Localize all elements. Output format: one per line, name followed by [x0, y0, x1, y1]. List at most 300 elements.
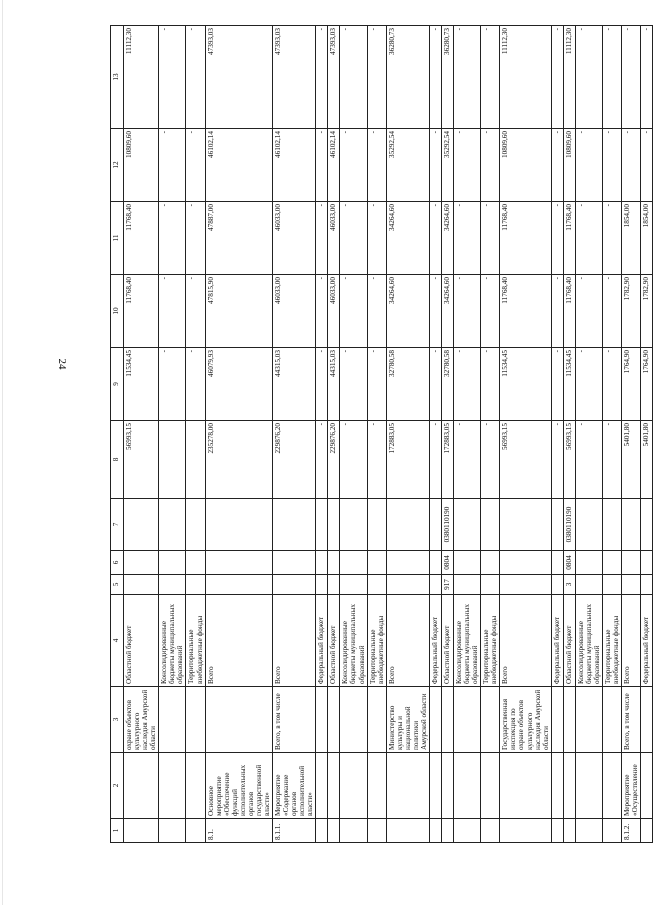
table-cell: - — [454, 275, 481, 348]
table-cell — [563, 687, 575, 753]
table-cell — [430, 551, 442, 575]
table-cell — [641, 819, 653, 843]
table-cell — [551, 753, 563, 819]
table-cell — [186, 551, 205, 575]
table-cell: 34264,60 — [386, 202, 429, 275]
table-cell: 47393,03 — [273, 26, 316, 129]
table-cell: Министерство культуры и национальной политики Амурской области — [386, 687, 429, 753]
table-cell: 47887,00 — [205, 202, 273, 275]
table-cell: - — [430, 348, 442, 421]
table-cell — [454, 499, 481, 551]
table-cell: Всего — [205, 595, 273, 687]
table-cell — [205, 687, 273, 753]
header-cell: 9 — [111, 348, 124, 421]
table-cell: 0380110190 — [442, 499, 454, 551]
table-cell: - — [641, 129, 653, 202]
table-cell: - — [316, 421, 328, 499]
rotated-table-container — [110, 28, 651, 843]
table-cell — [159, 753, 186, 819]
table-cell — [500, 499, 551, 551]
header-cell: 7 — [111, 499, 124, 551]
table-row — [316, 26, 328, 843]
table-cell — [328, 819, 340, 843]
table-row — [186, 26, 205, 843]
table-cell: Территориальные внебюджетные фонды — [367, 595, 386, 687]
table-cell — [481, 753, 500, 819]
table-cell — [328, 551, 340, 575]
table-cell — [622, 551, 641, 575]
table-cell — [551, 575, 563, 595]
table-row — [481, 26, 500, 843]
table-cell: 35292,54 — [442, 129, 454, 202]
table-cell: - — [340, 129, 367, 202]
table-cell — [430, 753, 442, 819]
table-cell: - — [602, 26, 621, 129]
table-row — [551, 26, 563, 843]
table-cell: Всего — [622, 595, 641, 687]
table-cell: - — [641, 26, 653, 129]
table-cell — [500, 551, 551, 575]
table-cell: 47393,03 — [205, 26, 273, 129]
table-cell — [386, 499, 429, 551]
table-cell: 32780,58 — [386, 348, 429, 421]
table-cell — [124, 819, 159, 843]
header-cell: 3 — [111, 687, 124, 753]
table-cell — [159, 421, 186, 499]
table-cell — [316, 687, 328, 753]
table-cell: 46102,14 — [205, 129, 273, 202]
table-cell — [124, 551, 159, 575]
table-cell: - — [340, 348, 367, 421]
table-cell: - — [430, 202, 442, 275]
table-cell: 11112,30 — [563, 26, 575, 129]
table-cell — [575, 687, 602, 753]
table-cell: 235278,00 — [205, 421, 273, 499]
table-cell: - — [430, 26, 442, 129]
table-cell: 10809,60 — [500, 129, 551, 202]
table-cell: - — [367, 421, 386, 499]
table-cell: - — [575, 129, 602, 202]
table-cell — [641, 551, 653, 575]
table-cell: - — [454, 348, 481, 421]
table-cell — [340, 753, 367, 819]
table-cell — [442, 687, 454, 753]
table-cell: - — [551, 421, 563, 499]
table-cell — [575, 753, 602, 819]
table-cell: 1782,90 — [622, 275, 641, 348]
table-cell — [340, 819, 367, 843]
table-cell: 11768,40 — [563, 275, 575, 348]
table-cell — [575, 819, 602, 843]
table-row — [159, 26, 186, 843]
table-cell: Основное мероприятие «Обеспечение функций исполнительных органов государственной власти» — [205, 753, 273, 819]
table-cell: Консолидированные бюджеты муниципальных образований — [454, 595, 481, 687]
header-cell: 8 — [111, 421, 124, 499]
table-cell: - — [159, 26, 186, 129]
table-cell: - — [430, 421, 442, 499]
table-cell — [159, 575, 186, 595]
table-row — [367, 26, 386, 843]
table-cell — [602, 499, 621, 551]
table-cell — [454, 819, 481, 843]
table-cell: Всего — [273, 595, 316, 687]
table-cell: 10809,60 — [563, 129, 575, 202]
table-cell: 11534,45 — [500, 348, 551, 421]
table-cell: - — [551, 348, 563, 421]
table-cell: 46102,14 — [273, 129, 316, 202]
table-cell — [430, 819, 442, 843]
table-cell — [454, 753, 481, 819]
table-cell: 1764,90 — [622, 348, 641, 421]
table-cell: - — [575, 348, 602, 421]
table-cell: Всего, в том числе — [622, 687, 641, 753]
table-cell — [205, 575, 273, 595]
table-cell: - — [159, 202, 186, 275]
table-cell — [386, 551, 429, 575]
table-cell: - — [367, 348, 386, 421]
table-cell — [124, 499, 159, 551]
table-cell: 47393,03 — [328, 26, 340, 129]
table-cell — [454, 687, 481, 753]
table-cell — [442, 819, 454, 843]
table-cell: - — [316, 26, 328, 129]
table-cell — [316, 499, 328, 551]
table-cell — [481, 575, 500, 595]
table-cell — [367, 753, 386, 819]
table-cell: Мероприятие «Содержание органов исполнительной власти» — [273, 753, 316, 819]
table-cell: Территориальные внебюджетные фонды — [481, 595, 500, 687]
table-cell: - — [454, 202, 481, 275]
table-cell: - — [622, 129, 641, 202]
table-row — [622, 26, 641, 843]
table-cell: 8.1.2. — [622, 819, 641, 843]
table-cell — [186, 421, 205, 499]
table-row — [641, 26, 653, 843]
table-cell — [481, 687, 500, 753]
table-cell: - — [575, 275, 602, 348]
table-cell — [442, 753, 454, 819]
table-cell: - — [454, 421, 481, 499]
table-cell: - — [367, 129, 386, 202]
table-row — [500, 26, 551, 843]
table-cell: 11768,40 — [124, 202, 159, 275]
table-row — [442, 26, 454, 843]
table-row — [340, 26, 367, 843]
table-cell — [316, 753, 328, 819]
table-cell: Государственная инспекция по охране объектов культурного наследия Амурской области — [500, 687, 551, 753]
table-cell — [186, 499, 205, 551]
table-cell: - — [430, 275, 442, 348]
table-cell: - — [186, 348, 205, 421]
table-cell: 32780,58 — [442, 348, 454, 421]
table-cell: - — [551, 129, 563, 202]
table-cell: - — [551, 202, 563, 275]
table-cell — [386, 753, 429, 819]
table-cell: Областной бюджет — [442, 595, 454, 687]
table-cell: - — [575, 202, 602, 275]
table-cell: - — [316, 202, 328, 275]
table-cell — [430, 499, 442, 551]
header-cell: 2 — [111, 753, 124, 819]
header-row — [111, 26, 124, 843]
table-cell — [316, 575, 328, 595]
table-cell — [602, 575, 621, 595]
table-cell: 47815,90 — [205, 275, 273, 348]
table-cell — [328, 499, 340, 551]
table-cell: - — [481, 129, 500, 202]
table-cell: Консолидированные бюджеты муниципальных образований — [575, 595, 602, 687]
table-cell: - — [551, 26, 563, 129]
table-cell — [551, 499, 563, 551]
table-row — [328, 26, 340, 843]
table-cell — [367, 819, 386, 843]
table-cell: Консолидированные бюджеты муниципальных образований — [340, 595, 367, 687]
table-cell — [602, 819, 621, 843]
table-cell: Областной бюджет — [124, 595, 159, 687]
table-cell: 11768,40 — [124, 275, 159, 348]
table-cell: - — [575, 421, 602, 499]
table-cell: - — [340, 26, 367, 129]
table-cell — [641, 499, 653, 551]
table-cell: 1854,00 — [622, 202, 641, 275]
table-cell: Консолидированные бюджеты муниципальных образований — [159, 595, 186, 687]
table-cell — [386, 819, 429, 843]
table-cell: 0380110190 — [563, 499, 575, 551]
table-cell — [159, 687, 186, 753]
table-cell — [481, 819, 500, 843]
header-cell: 13 — [111, 26, 124, 129]
table-cell — [481, 551, 500, 575]
table-cell — [602, 753, 621, 819]
table-cell: Федеральный бюджет — [641, 595, 653, 687]
table-cell: Всего — [386, 595, 429, 687]
header-cell: 12 — [111, 129, 124, 202]
table-row — [602, 26, 621, 843]
table-cell: 172883,05 — [386, 421, 429, 499]
table-cell — [367, 499, 386, 551]
table-cell: 44315,03 — [328, 348, 340, 421]
table-cell — [124, 753, 159, 819]
table-cell — [273, 551, 316, 575]
table-cell: - — [454, 129, 481, 202]
table-cell — [186, 819, 205, 843]
table-cell — [273, 499, 316, 551]
table-cell: 46079,93 — [205, 348, 273, 421]
table-cell — [367, 551, 386, 575]
table-cell: - — [481, 26, 500, 129]
table-cell — [124, 575, 159, 595]
table-row — [430, 26, 442, 843]
table-cell: 34264,60 — [442, 202, 454, 275]
table-cell: - — [481, 348, 500, 421]
table-cell — [205, 551, 273, 575]
table-cell — [500, 819, 551, 843]
table-cell: - — [186, 275, 205, 348]
table-cell: 5401,80 — [641, 421, 653, 499]
table-row — [386, 26, 429, 843]
table-cell: - — [481, 421, 500, 499]
table-cell: - — [367, 26, 386, 129]
table-cell: - — [159, 348, 186, 421]
table-cell: охране объектов культурного наследия Амурской области — [124, 687, 159, 753]
table-cell: 34264,60 — [386, 275, 429, 348]
table-cell — [551, 551, 563, 575]
table-cell — [563, 819, 575, 843]
table-cell — [273, 575, 316, 595]
table-cell: 8.1.1. — [273, 819, 316, 843]
table-cell: - — [340, 202, 367, 275]
table-cell: - — [454, 26, 481, 129]
table-cell: 46033,00 — [328, 202, 340, 275]
table-cell — [186, 687, 205, 753]
table-cell: - — [430, 129, 442, 202]
table-cell — [575, 575, 602, 595]
table-cell: 56993,15 — [124, 421, 159, 499]
table-cell: - — [551, 275, 563, 348]
header-cell: 4 — [111, 595, 124, 687]
table-cell: - — [367, 202, 386, 275]
table-cell: - — [340, 275, 367, 348]
table-cell — [481, 499, 500, 551]
table-cell — [500, 575, 551, 595]
table-cell: 10809,60 — [124, 129, 159, 202]
table-cell — [602, 551, 621, 575]
table-cell: - — [602, 202, 621, 275]
table-cell: 229876,20 — [273, 421, 316, 499]
table-cell: - — [481, 275, 500, 348]
table-cell: - — [159, 129, 186, 202]
table-cell: - — [316, 348, 328, 421]
table-cell: Всего, в том числе — [273, 687, 316, 753]
table-cell: - — [575, 26, 602, 129]
table-cell: - — [186, 129, 205, 202]
header-cell: 1 — [111, 819, 124, 843]
table-cell: Федеральный бюджет — [430, 595, 442, 687]
table-cell — [159, 819, 186, 843]
table-cell: - — [602, 275, 621, 348]
table-cell — [575, 551, 602, 575]
table-cell: 36280,73 — [386, 26, 429, 129]
table-cell — [454, 575, 481, 595]
table-cell: Областной бюджет — [563, 595, 575, 687]
scan-edge-line — [2, 0, 3, 905]
table-cell: 35292,54 — [386, 129, 429, 202]
table-cell — [328, 753, 340, 819]
header-cell: 5 — [111, 575, 124, 595]
table-cell: - — [481, 202, 500, 275]
table-cell — [340, 551, 367, 575]
table-cell: 11534,45 — [563, 348, 575, 421]
table-cell — [430, 687, 442, 753]
table-cell: - — [186, 202, 205, 275]
table-cell: 11768,40 — [563, 202, 575, 275]
header-cell: 6 — [111, 551, 124, 575]
table-cell: 44315,03 — [273, 348, 316, 421]
table-cell: 56993,15 — [500, 421, 551, 499]
budget-table — [110, 25, 653, 843]
table-cell: 11112,30 — [124, 26, 159, 129]
table-cell: 11768,40 — [500, 275, 551, 348]
table-cell — [159, 551, 186, 575]
table-cell — [159, 499, 186, 551]
table-cell: - — [186, 26, 205, 129]
table-cell — [563, 753, 575, 819]
table-cell — [602, 687, 621, 753]
table-cell: - — [367, 275, 386, 348]
table-cell — [430, 575, 442, 595]
table-cell — [367, 687, 386, 753]
table-cell — [340, 687, 367, 753]
table-cell: - — [602, 129, 621, 202]
table-cell: 8.1. — [205, 819, 273, 843]
table-cell: Территориальные внебюджетные фонды — [602, 595, 621, 687]
table-cell: Всего — [500, 595, 551, 687]
table-row — [205, 26, 273, 843]
table-cell — [316, 819, 328, 843]
table-cell: Мероприятие «Осуществление — [622, 753, 641, 819]
table-row — [273, 26, 316, 843]
table-cell: - — [340, 421, 367, 499]
table-cell — [641, 575, 653, 595]
table-cell: Федеральный бюджет — [551, 595, 563, 687]
table-cell: Федеральный бюджет — [316, 595, 328, 687]
table-cell: 229876,20 — [328, 421, 340, 499]
table-cell: - — [159, 275, 186, 348]
table-cell: - — [316, 129, 328, 202]
table-cell: 46102,14 — [328, 129, 340, 202]
table-cell: 1764,90 — [641, 348, 653, 421]
table-cell: - — [602, 348, 621, 421]
table-cell: Территориальные внебюджетные фонды — [186, 595, 205, 687]
table-cell: 56993,15 — [563, 421, 575, 499]
table-cell — [551, 819, 563, 843]
table-cell — [186, 753, 205, 819]
table-cell: 36280,73 — [442, 26, 454, 129]
table-cell: 46033,00 — [273, 202, 316, 275]
table-cell: 917 — [442, 575, 454, 595]
table-cell — [328, 687, 340, 753]
header-cell: 11 — [111, 202, 124, 275]
table-row — [124, 26, 159, 843]
table-cell — [622, 499, 641, 551]
table-cell: 172883,05 — [442, 421, 454, 499]
table-cell: - — [316, 275, 328, 348]
table-cell: 11768,40 — [500, 202, 551, 275]
table-cell — [500, 753, 551, 819]
table-cell — [328, 575, 340, 595]
table-cell — [551, 687, 563, 753]
table-cell: 1782,90 — [641, 275, 653, 348]
table-cell — [386, 575, 429, 595]
table-cell — [575, 499, 602, 551]
table-row — [454, 26, 481, 843]
table-cell: 3 — [563, 575, 575, 595]
table-cell — [340, 499, 367, 551]
table-cell — [641, 687, 653, 753]
table-row — [563, 26, 575, 843]
table-cell — [367, 575, 386, 595]
header-cell: 10 — [111, 275, 124, 348]
table-cell: 11112,30 — [500, 26, 551, 129]
table-cell — [641, 753, 653, 819]
table-cell: 0804 — [563, 551, 575, 575]
table-cell: 46033,00 — [328, 275, 340, 348]
table-cell: - — [622, 26, 641, 129]
table-cell — [186, 575, 205, 595]
table-cell — [340, 575, 367, 595]
table-cell: 11534,45 — [124, 348, 159, 421]
page-number: 24 — [56, 358, 68, 370]
